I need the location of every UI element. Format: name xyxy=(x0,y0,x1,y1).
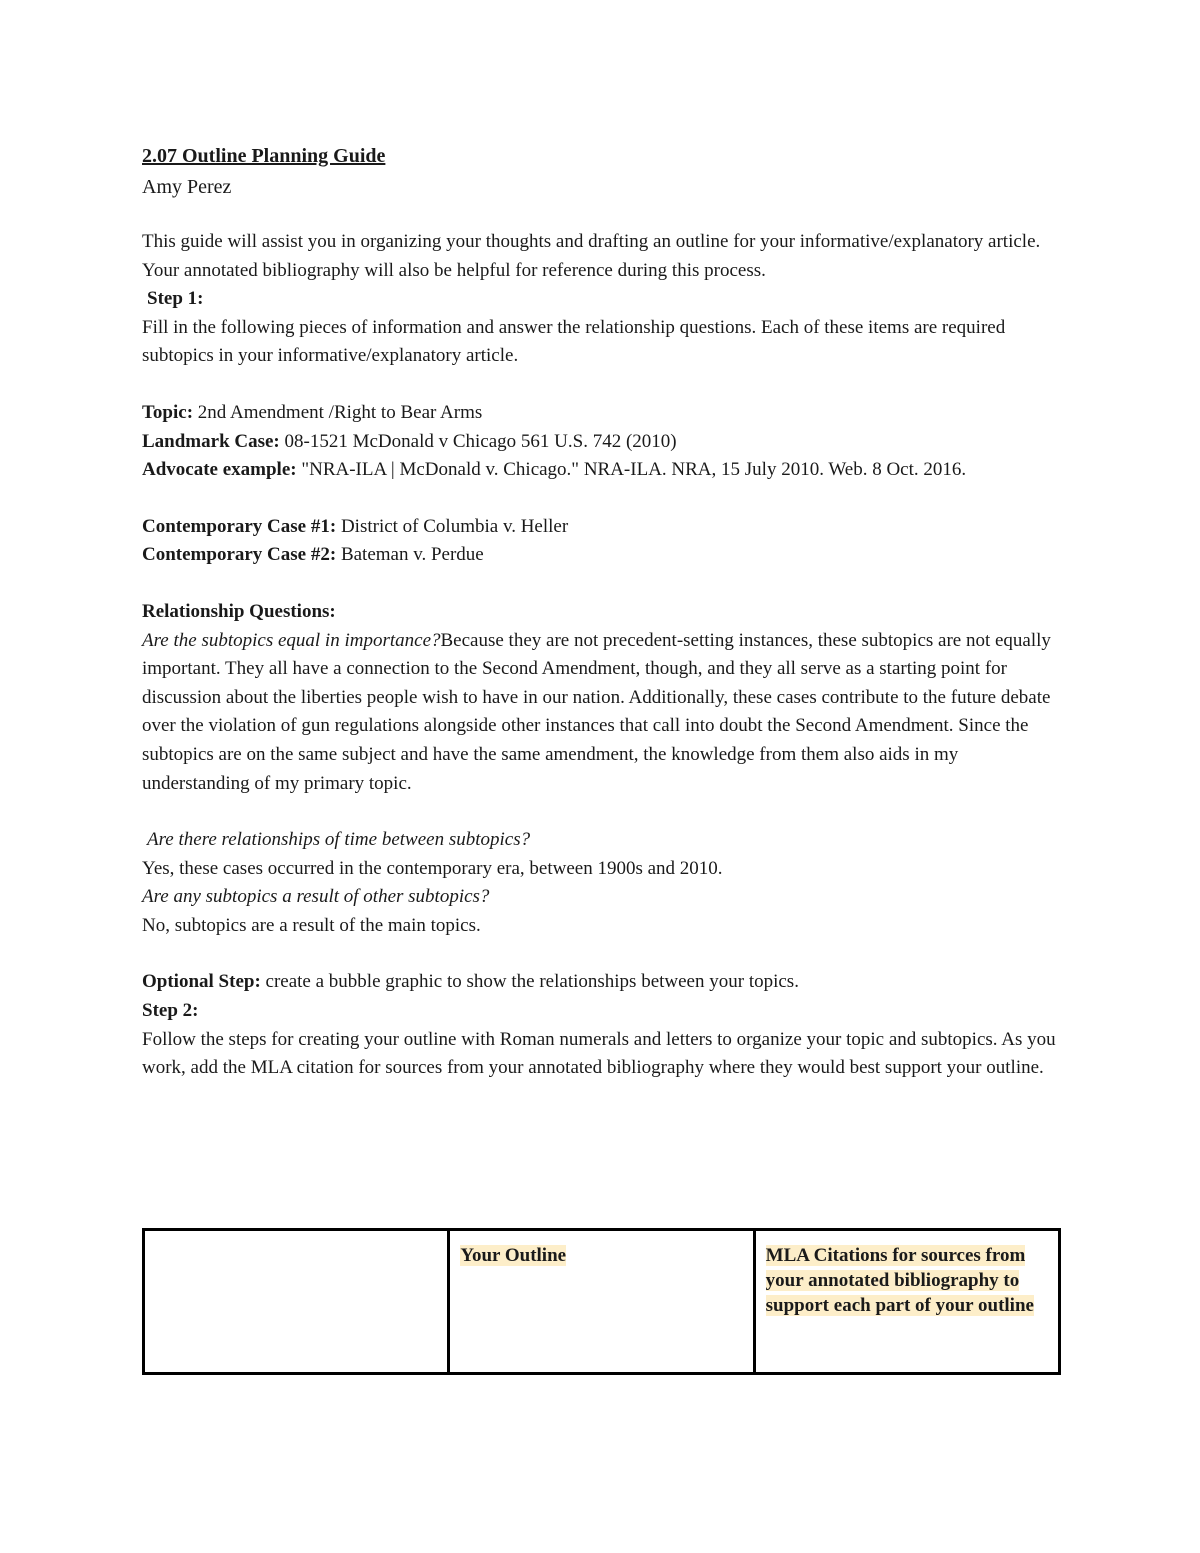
document-title: 2.07 Outline Planning Guide xyxy=(142,145,386,167)
case1-line xyxy=(142,513,1062,542)
mla-citations-header: MLA Citations for sources from your annotated bibliography to support each part of your outline xyxy=(765,1245,1034,1316)
advocate-line xyxy=(142,456,1062,485)
case2-label: Contemporary Case #2: xyxy=(142,544,337,566)
relationship-heading: Relationship Questions: xyxy=(142,600,336,622)
case1-value: District of Columbia v. Heller xyxy=(336,515,569,537)
table-row xyxy=(144,1230,1060,1374)
question1-paragraph xyxy=(142,627,1062,799)
topic-line xyxy=(142,399,1062,428)
topic-value: 2nd Amendment /Right to Bear Arms xyxy=(193,401,483,423)
question1: Are the subtopics equal in importance? xyxy=(142,629,441,651)
step2-text: Follow the steps for creating your outline with Roman numerals and letters to organize your topic and subtopics. As you work, add the MLA citation for sources from your annotated bibliography where they would best support your outline. xyxy=(142,1028,1056,1079)
optional-step-text: create a bubble graphic to show the relationships between your topics. xyxy=(260,971,799,993)
outline-table xyxy=(142,1228,1061,1375)
case2-line xyxy=(142,541,1062,570)
step1-text: Fill in the following pieces of information and answer the relationship questions. Each of these items are required subtopics in your informative/explanatory article. xyxy=(142,316,1006,367)
your-outline-header: Your Outline xyxy=(460,1245,567,1266)
step2-label: Step 2: xyxy=(142,1000,199,1022)
answer2: Yes, these cases occurred in the contemporary era, between 1900s and 2010. xyxy=(142,857,723,879)
table-cell-your-outline[interactable] xyxy=(449,1230,754,1374)
landmark-line xyxy=(142,428,1062,457)
table-cell-blank[interactable] xyxy=(144,1230,449,1374)
case1-label: Contemporary Case #1: xyxy=(142,515,337,537)
step1-label: Step 1: xyxy=(147,288,204,310)
advocate-label: Advocate example: xyxy=(142,459,297,481)
table-cell-mla-citations[interactable] xyxy=(754,1230,1059,1374)
landmark-label: Landmark Case: xyxy=(142,430,280,452)
advocate-value: "NRA-ILA | McDonald v. Chicago." NRA-ILA. NRA, 15 July 2010. Web. 8 Oct. 2016. xyxy=(296,459,967,481)
document-page xyxy=(142,141,1062,1083)
author-name: Amy Perez xyxy=(142,176,232,198)
intro-paragraph: This guide will assist you in organizing your thoughts and drafting an outline for your informative/explanatory article. Your annotated bibliography will also be helpful for reference during this process. xyxy=(142,231,1041,281)
question2: Are there relationships of time between subtopics? xyxy=(147,829,531,851)
question3: Are any subtopics a result of other subtopics? xyxy=(142,886,490,908)
case2-value: Bateman v. Perdue xyxy=(336,544,484,566)
answer1: Because they are not precedent-setting instances, these subtopics are not equally important. They all have a connection to the Second Amendment, though, and they all serve as a starting point for discussion about the liberties people wish to have in our nation. Additionally, these cases contribute to the future debate over the violation of gun regulations alongside other instances that call into doubt the Second Amendment. Since the subtopics are on the same subject and have the same amendment, the knowledge from them also aids in my understanding of my primary topic. xyxy=(142,629,1051,794)
topic-label: Topic: xyxy=(142,401,194,423)
answer3: No, subtopics are a result of the main topics. xyxy=(142,914,481,936)
optional-step-label: Optional Step: xyxy=(142,971,261,993)
landmark-value: 08-1521 McDonald v Chicago 561 U.S. 742 (2010) xyxy=(279,430,677,452)
optional-step-line xyxy=(142,968,1062,997)
